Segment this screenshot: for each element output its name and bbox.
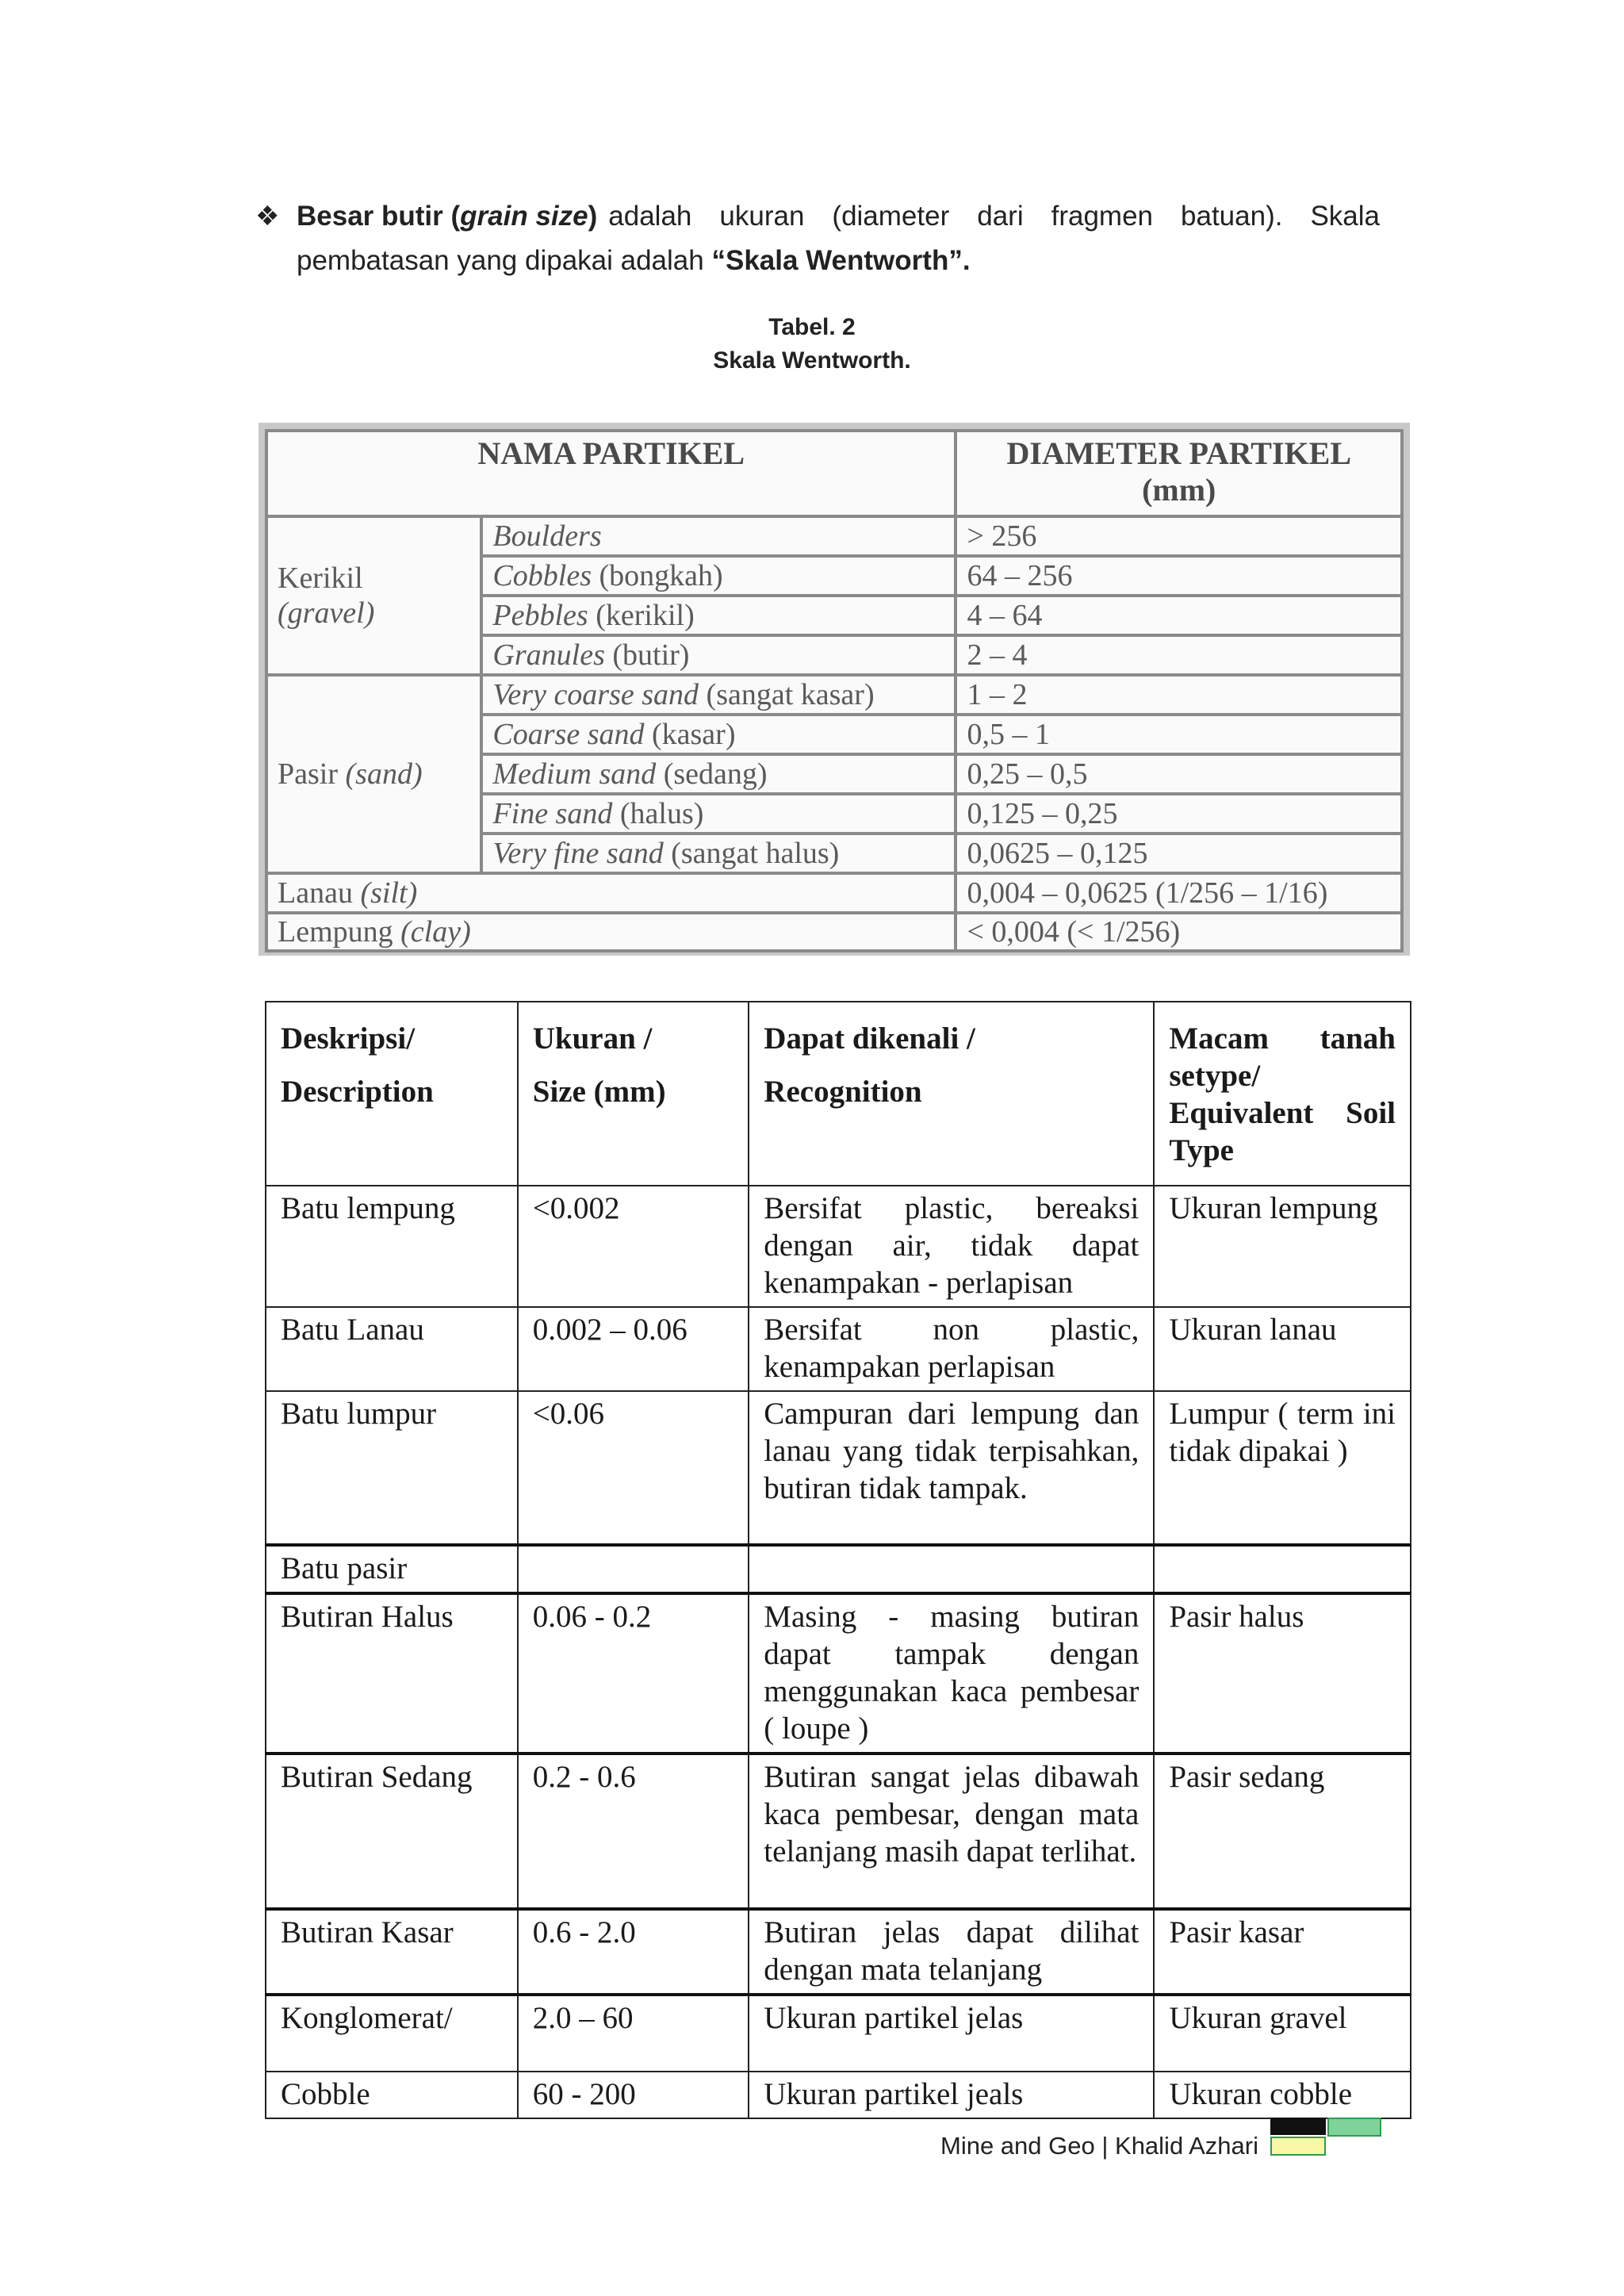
- particle-diameter: > 256: [956, 516, 1402, 556]
- group-gravel-label-en: (gravel): [278, 596, 375, 630]
- intro-text-1: adalah ukuran (diameter dari fragmen batuan). Skala: [608, 201, 1380, 232]
- cell-recognition: Masing - masing butiran dapat tampak dengan menggunakan kaca pembesar ( loupe ): [749, 1593, 1154, 1754]
- intro-close-paren: ): [588, 201, 598, 232]
- cell-description: Butiran Sedang: [266, 1754, 518, 1909]
- particle-diameter: 0,5 – 1: [956, 715, 1402, 754]
- header-description-line2: Description: [281, 1075, 434, 1109]
- cell-recognition: Ukuran partikel jeals: [749, 2072, 1154, 2118]
- cell-soil-type: Ukuran lempung: [1154, 1186, 1411, 1307]
- table-caption-title: Skala Wentworth.: [713, 347, 911, 374]
- particle-name-en: Granules: [492, 638, 605, 672]
- particle-name-id: (kerikil): [596, 599, 695, 632]
- header-recognition-line1: Dapat dikenali /: [764, 1022, 975, 1056]
- particle-name-id: (sangat kasar): [706, 678, 875, 711]
- silt-name-id: Lanau: [278, 876, 353, 910]
- cell-recognition: Butiran sangat jelas dibawah kaca pembesar, dengan mata telanjang masih dapat terlihat.: [749, 1754, 1154, 1909]
- wentworth-table-image: [259, 423, 1410, 956]
- particle-name-en: Fine sand: [492, 797, 613, 830]
- header-soil-type: Macam tanah setype/ Equivalent Soil Type: [1154, 1002, 1411, 1186]
- cell-description: Batu lempung: [266, 1186, 518, 1307]
- group-gravel-label: Kerikil: [278, 562, 363, 595]
- header-description-line1: Deskripsi/: [281, 1022, 416, 1056]
- particle-name: [481, 635, 956, 675]
- table-row: [266, 2072, 1411, 2118]
- cell-size: 2.0 – 60: [518, 1995, 749, 2072]
- cell-soil-type: Ukuran gravel: [1154, 1995, 1411, 2072]
- cell-description: Konglomerat/: [266, 1995, 518, 2072]
- cell-description: Batu pasir: [266, 1545, 518, 1593]
- cell-size: <0.002: [518, 1186, 749, 1307]
- intro-open-paren: (: [450, 201, 461, 232]
- particle-diameter: 0,0625 – 0,125: [956, 834, 1402, 873]
- rock-description-table: [265, 1001, 1411, 2119]
- particle-name-id: (butir): [612, 638, 690, 672]
- particle-name-en: Cobbles: [492, 559, 592, 592]
- particle-diameter: 2 – 4: [956, 635, 1402, 675]
- table-row: [266, 1186, 1411, 1307]
- cell-description: Butiran Kasar: [266, 1909, 518, 1995]
- particle-name-id: (halus): [619, 797, 704, 830]
- cell-size: 0.002 – 0.06: [518, 1307, 749, 1391]
- intro-term-en: grain size: [460, 201, 588, 232]
- intro-line-2: [297, 239, 1380, 283]
- cell-recognition: Bersifat non plastic, kenampakan perlapisan: [749, 1307, 1154, 1391]
- cell-size: <0.06: [518, 1391, 749, 1545]
- cell-description: Butiran Halus: [266, 1593, 518, 1754]
- group-gravel: [266, 516, 481, 675]
- cell-recognition: Ukuran partikel jelas: [749, 1995, 1154, 2072]
- particle-name-en: Boulders: [492, 519, 602, 553]
- silt-name-en: (silt): [360, 876, 418, 910]
- header-particle-name: NAMA PARTIKEL: [266, 431, 956, 516]
- particle-name: [481, 596, 956, 635]
- particle-name-en: Coarse sand: [492, 718, 645, 751]
- particle-name-en: Very coarse sand: [492, 678, 699, 711]
- cell-size: 0.6 - 2.0: [518, 1909, 749, 1995]
- cell-soil-type: Pasir kasar: [1154, 1909, 1411, 1995]
- cell-soil-type: Pasir sedang: [1154, 1754, 1411, 1909]
- group-sand-label: Pasir: [278, 757, 338, 791]
- intro-paragraph: [255, 194, 1380, 283]
- cell-description: Batu lumpur: [266, 1391, 518, 1545]
- table-row: [266, 1995, 1411, 2072]
- particle-name-id: (sedang): [663, 757, 768, 791]
- wentworth-table: [265, 429, 1404, 953]
- particle-name-en: Pebbles: [492, 599, 588, 632]
- particle-diameter: 0,125 – 0,25: [956, 794, 1402, 834]
- header-diameter-unit: (mm): [1142, 472, 1216, 508]
- table-row: [266, 1593, 1411, 1754]
- cell-soil-type: Lumpur ( term ini tidak dipakai ): [1154, 1391, 1411, 1545]
- cell-size: 0.06 - 0.2: [518, 1593, 749, 1754]
- cell-soil-type: Ukuran lanau: [1154, 1307, 1411, 1391]
- cell-recognition: Campuran dari lempung dan lanau yang tidak terpisahkan, butiran tidak tampak.: [749, 1391, 1154, 1545]
- table-row: [266, 1545, 1411, 1593]
- particle-diameter: 1 – 2: [956, 675, 1402, 715]
- header-size: [518, 1002, 749, 1186]
- particle-diameter: 0,004 – 0,0625 (1/256 – 1/16): [956, 873, 1402, 913]
- table-header-row: [266, 1002, 1411, 1186]
- intro-text-2: pembatasan yang dipakai adalah: [297, 245, 704, 276]
- header-recognition: [749, 1002, 1154, 1186]
- table-row: [266, 1754, 1411, 1909]
- header-size-line2: Size (mm): [532, 1075, 666, 1109]
- header-particle-diameter: [956, 431, 1402, 516]
- intro-line-1: [297, 194, 1380, 239]
- cell-size: 60 - 200: [518, 2072, 749, 2118]
- particle-name-clay: [266, 913, 956, 951]
- table-row: [266, 1307, 1411, 1391]
- particle-name-id: (kasar): [652, 718, 736, 751]
- cell-soil-type: Ukuran cobble: [1154, 2072, 1411, 2118]
- header-size-line1: Ukuran /: [532, 1022, 653, 1056]
- table-caption-number: Tabel. 2: [768, 314, 856, 340]
- particle-diameter: 64 – 256: [956, 556, 1402, 596]
- cell-soil-type: [1154, 1545, 1411, 1593]
- particle-name-en: Very fine sand: [492, 837, 664, 870]
- cell-description: Cobble: [266, 2072, 518, 2118]
- particle-diameter: 4 – 64: [956, 596, 1402, 635]
- clay-name-en: (clay): [400, 915, 471, 949]
- cell-size: [518, 1545, 749, 1593]
- intro-scale-name: “Skala Wentworth”.: [711, 245, 971, 276]
- group-sand: [266, 675, 481, 873]
- particle-diameter: 0,25 – 0,5: [956, 754, 1402, 794]
- table-row: [266, 1391, 1411, 1545]
- footer-logo-block-yellow: [1270, 2137, 1326, 2156]
- clay-name-id: Lempung: [278, 915, 393, 949]
- particle-diameter: < 0,004 (< 1/256): [956, 913, 1402, 951]
- cell-recognition: [749, 1545, 1154, 1593]
- particle-name-id: (sangat halus): [671, 837, 840, 870]
- cell-description: Batu Lanau: [266, 1307, 518, 1391]
- particle-name: [481, 516, 956, 556]
- cell-recognition: Bersifat plastic, bereaksi dengan air, tidak dapat kenampakan - perlapisan: [749, 1186, 1154, 1307]
- cell-size: 0.2 - 0.6: [518, 1754, 749, 1909]
- particle-name: [481, 794, 956, 834]
- particle-name-en: Medium sand: [492, 757, 657, 791]
- particle-name-id: (bongkah): [599, 559, 723, 592]
- particle-name: [481, 754, 956, 794]
- header-recognition-line2: Recognition: [764, 1075, 922, 1109]
- header-diameter-label: DIAMETER PARTIKEL: [1006, 435, 1352, 471]
- cell-recognition: Butiran jelas dapat dilihat dengan mata telanjang: [749, 1909, 1154, 1995]
- four-diamond-bullet-icon: ❖: [255, 201, 280, 232]
- footer-logo-block-green: [1327, 2118, 1381, 2137]
- particle-name: [481, 715, 956, 754]
- footer-logo-block-black: [1270, 2118, 1326, 2135]
- page-footer-text: Mine and Geo | Khalid Azhari: [940, 2132, 1258, 2160]
- particle-name: [481, 556, 956, 596]
- particle-name: [481, 834, 956, 873]
- header-description: [266, 1002, 518, 1186]
- group-sand-label-en: (sand): [345, 757, 423, 791]
- particle-name: [481, 675, 956, 715]
- cell-soil-type: Pasir halus: [1154, 1593, 1411, 1754]
- intro-term: Besar butir: [297, 201, 443, 232]
- table-row: [266, 1909, 1411, 1995]
- particle-name-silt: [266, 873, 956, 913]
